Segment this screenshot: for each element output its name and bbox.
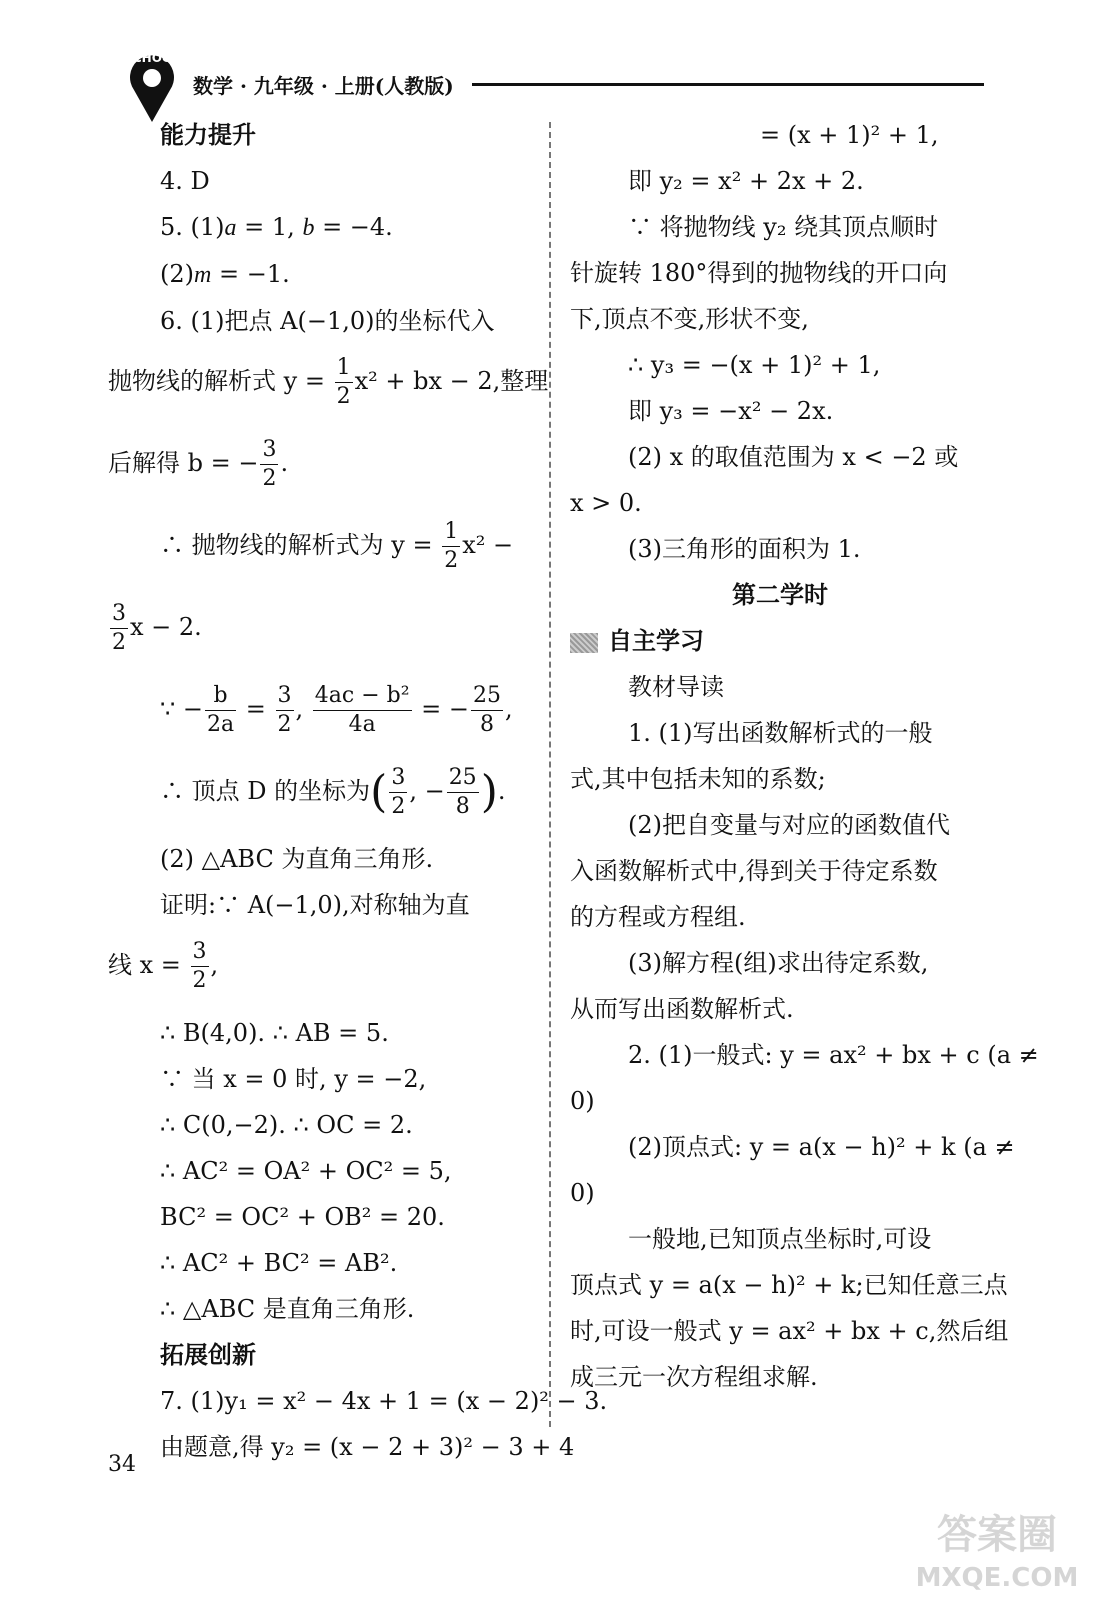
answer-6-line-4: ∴ 抛物线的解析式为 y = $\frac{1}{2}$ x² −: [160, 519, 514, 573]
page-number: 34: [108, 1452, 136, 1477]
answer-6-line-1: 6. (1)把点 A(−1,0)的坐标代入: [160, 307, 495, 335]
answer-7-2-line-2: x > 0.: [570, 489, 642, 517]
answer-5-2: (2)m = −1.: [160, 260, 290, 288]
page-header: [100, 40, 1000, 120]
answer-6-line-3: 后解得 b = − $\frac{3}{2}$ .: [108, 437, 289, 491]
answer-7-line-1: 7. (1)y₁ = x² − 4x + 1 = (x − 2)² − 3.: [160, 1387, 608, 1415]
answer-7-2-line-1: (2) x 的取值范围为 x < −2 或: [628, 443, 959, 471]
heading-self-study: 自主学习: [570, 618, 990, 664]
proof-line-4: ∵ 当 x = 0 时, y = −2,: [160, 1065, 427, 1093]
proof-line-9: ∴ △ABC 是直角三角形.: [160, 1295, 415, 1323]
answer-5-1: 5. (1)a = 1, b = −4.: [160, 213, 393, 241]
answer-6-line-2: 抛物线的解析式 y = $\frac{1}{2}$ x² + bx − 2,整理: [108, 355, 549, 409]
column-divider: [549, 122, 551, 1427]
guide-line-5: 的方程或方程组.: [570, 903, 746, 931]
guide-line-9: 0): [570, 1087, 595, 1115]
section-marker-icon: [570, 633, 598, 653]
answer-7-line-2: 由题意,得 y₂ = (x − 2 + 3)² − 3 + 4: [160, 1433, 575, 1461]
answer-7-3: (3)三角形的面积为 1.: [628, 535, 861, 563]
proof-line-7: BC² = OC² + OB² = 20.: [160, 1203, 445, 1231]
section-title: 第二学时: [732, 580, 828, 609]
answer-7-line-7: 下,顶点不变,形状不变,: [570, 305, 809, 333]
answer-6-line-7: ∴ 顶点 D 的坐标为( $\frac{3}{2}$ , − $\frac{25}{8}$ ).: [160, 765, 506, 819]
answer-6-line-6: ∵ − $\frac{b}{2a}$ = $\frac{3}{2}$ , $\frac{\text{4ac − b²}}{4a}$ = − $\frac{25}{8}$ ,: [160, 683, 513, 737]
guide-line-14: 时,可设一般式 y = ax² + bx + c,然后组: [570, 1317, 1009, 1345]
proof-line-8: ∴ AC² + BC² = AB².: [160, 1249, 398, 1277]
guide-line-1: 1. (1)写出函数解析式的一般: [628, 719, 933, 747]
proof-line-1: 证明:∵ A(−1,0),对称轴为直: [160, 891, 470, 919]
answer-4: 4. D: [160, 167, 210, 195]
guide-line-10: (2)顶点式: y = a(x − h)² + k (a ≠: [628, 1133, 1015, 1161]
guide-line-7: 从而写出函数解析式.: [570, 995, 794, 1023]
watermark-top-text: 答案圈: [937, 1512, 1057, 1558]
right-column: [570, 112, 1039, 1400]
proof-line-2: 线 x = $\frac{3}{2}$ ,: [108, 939, 219, 993]
answer-7-line-8: ∴ y₃ = −(x + 1)² + 1,: [628, 351, 881, 379]
heading-textbook-guide: 教材导读: [628, 673, 724, 701]
guide-line-8: 2. (1)一般式: y = ax² + bx + c (a ≠: [628, 1041, 1039, 1069]
proof-line-5: ∴ C(0,−2). ∴ OC = 2.: [160, 1111, 413, 1139]
guide-line-15: 成三元一次方程组求解.: [570, 1363, 818, 1391]
answer-7-line-4: 即 y₂ = x² + 2x + 2.: [628, 167, 864, 195]
guide-line-11: 0): [570, 1179, 595, 1207]
left-column: [108, 112, 608, 1470]
proof-line-6: ∴ AC² = OA² + OC² = 5,: [160, 1157, 452, 1185]
guide-line-3: (2)把自变量与对应的函数值代: [628, 811, 950, 839]
logo-text: SCHOOL: [124, 51, 180, 65]
answer-7-line-6: 针旋转 180°得到的抛物线的开口向: [570, 259, 948, 287]
header-rule: [472, 83, 984, 86]
heading-ability: 能力提升: [160, 120, 256, 149]
guide-line-2: 式,其中包括未知的系数;: [570, 765, 826, 793]
answer-7-line-5: ∵ 将抛物线 y₂ 绕其顶点顺时: [628, 213, 939, 241]
guide-line-4: 入函数解析式中,得到关于待定系数: [570, 857, 938, 885]
watermark-bottom-text: MXQE.COM: [915, 1563, 1079, 1593]
guide-line-6: (3)解方程(组)求出待定系数,: [628, 949, 929, 977]
guide-line-13: 顶点式 y = a(x − h)² + k;已知任意三点: [570, 1271, 1008, 1299]
heading-extension: 拓展创新: [160, 1340, 256, 1369]
answer-6-2: (2) △ABC 为直角三角形.: [160, 845, 434, 873]
proof-line-3: ∴ B(4,0). ∴ AB = 5.: [160, 1019, 389, 1047]
answer-7-line-9: 即 y₃ = −x² − 2x.: [628, 397, 834, 425]
guide-line-12: 一般地,已知顶点坐标时,可设: [628, 1225, 932, 1253]
answer-6-line-5: $\frac{3}{2}$ x − 2.: [112, 601, 202, 655]
answer-7-line-3: = (x + 1)² + 1,: [760, 121, 939, 149]
watermark-logo: [902, 1500, 1092, 1595]
header-title: 数学 · 九年级 · 上册(人教版): [193, 74, 454, 98]
